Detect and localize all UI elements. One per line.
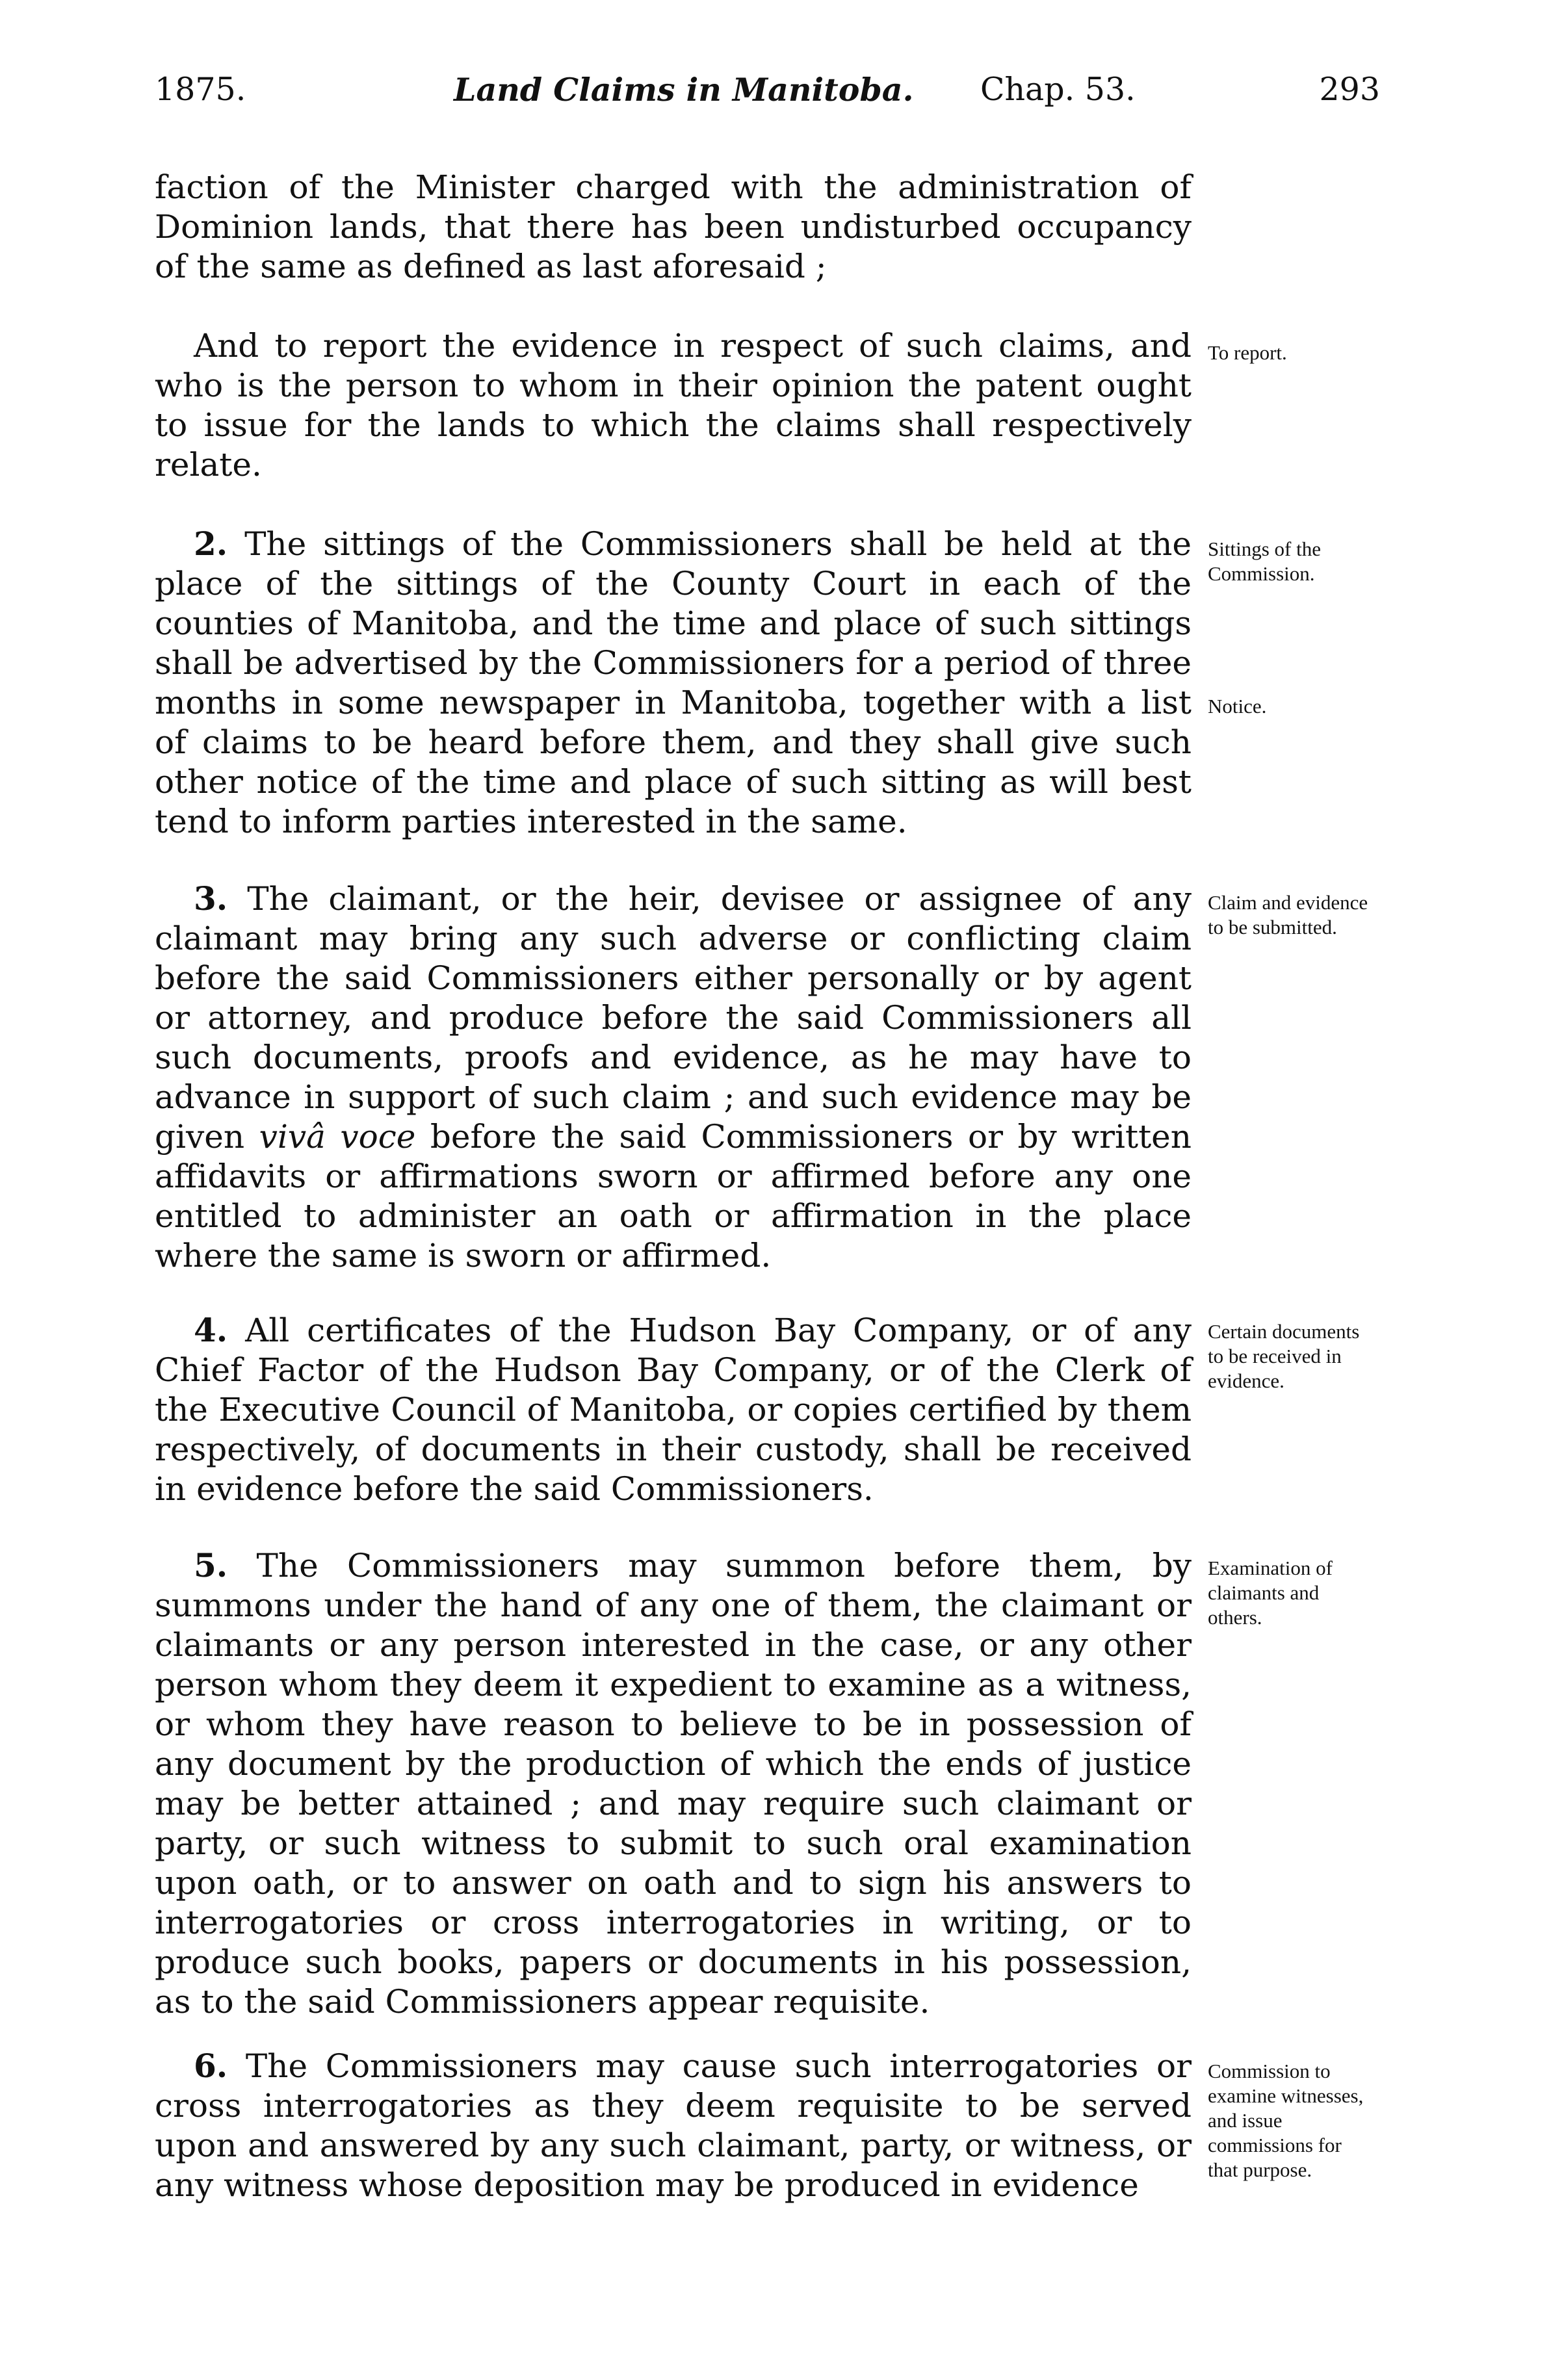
section-text: before the said Commissioners or by written affidavits or affirmations sworn or affirmed before any one entitled to administer an oath or affirmation in the place where the same is sworn or affirmed. — [155, 1118, 1192, 1274]
margin-note-to-report: To report. — [1208, 341, 1287, 364]
paragraph-continuation — [155, 168, 1192, 287]
paragraph-to-report — [155, 326, 1192, 485]
section-text: All certificates of the Hudson Bay Company, or of any Chief Factor of the Hudson Bay Company, or of the Clerk of the Executive Council of Manitoba, or copies certified by them respectively, of documents in their custody, shall be received in evidence before the said Commissioners. — [155, 1312, 1192, 1508]
section-text-italic: vivâ voce — [259, 1118, 416, 1156]
section-number: 5. — [194, 1546, 228, 1585]
section-paragraph — [155, 879, 1192, 1276]
margin-note-sittings: Sittings of the Commission. — [1208, 537, 1321, 585]
header-year: 1875. — [155, 71, 246, 108]
section-text: The Commissioners may cause such interrogatories or cross interrogatories as they deem requisite to be served upon and answered by any such claimant, party, or witness, or any witness whose deposition may be produced in evidence — [155, 2047, 1192, 2204]
paragraph-text: faction of the Minister charged with the administration of Dominion lands, that there has been undisturbed occupancy of the same as defined as last aforesaid ; — [155, 168, 1192, 285]
section-paragraph — [155, 1310, 1192, 1509]
margin-note-notice: Notice. — [1208, 695, 1267, 718]
section-3 — [155, 879, 1192, 1276]
header-title: Land Claims in Manitoba. — [454, 71, 914, 109]
margin-note-commission: Commission to examine witnesses, and issue commissions for that purpose. — [1208, 2060, 1364, 2181]
margin-note-examination: Examination of claimants and others. — [1208, 1557, 1333, 1629]
section-number: 6. — [194, 2047, 228, 2085]
section-text: The sittings of the Commissioners shall be held at the place of the sittings of the County Court in each of the counties of Manitoba, and the time and place of such sittings shall be advertised by the Commissioners for a period of three months in some newspaper in Manitoba, together with a list of claims to be heard before them, and they shall give such other notice of the time and place of such sitting as will best tend to inform parties interested in the same. — [155, 525, 1192, 840]
section-number: 4. — [194, 1311, 228, 1349]
section-paragraph — [155, 2046, 1192, 2205]
section-6 — [155, 2046, 1192, 2205]
section-number: 2. — [194, 524, 228, 563]
section-4 — [155, 1310, 1192, 1509]
section-2 — [155, 524, 1192, 842]
section-text: The Commissioners may summon before them, by summons under the hand of any one of them, the claimant or claimants or any person interested in the case, or any other person whom they deem it expedient to examine as a witness, or whom they have reason to believe to be in possession of any document by the production of which the ends of justice may be better attained ; and may require such claimant or party, or such witness to submit to such oral examination upon oath, or to answer on oath and to sign his answers to interrogatories or cross interrogatories in writing, or to produce such books, papers or documents in his possession, as to the said Commissioners appear requisite. — [155, 1547, 1192, 2021]
section-paragraph — [155, 1546, 1192, 2022]
section-text: The claimant, or the heir, devisee or assignee of any claimant may bring any such adverse or conflicting claim before the said Commissioners either personally or by agent or attorney, and produce before the said Commissioners all such documents, proofs and evidence, as he may have to advance in support of such claim ; and such evidence may be given — [155, 880, 1192, 1156]
margin-note-claim-evidence: Claim and evidence to be submitted. — [1208, 891, 1368, 938]
header-chapter: Chap. 53. — [980, 71, 1136, 108]
paragraph-text: And to report the evidence in respect of such claims, and who is the person to whom in their opinion the patent ought to issue for the lands to which the claims shall respectively relate. — [155, 327, 1192, 484]
header-page-number: 293 — [1319, 71, 1380, 108]
section-number: 3. — [194, 879, 228, 918]
section-paragraph — [155, 524, 1192, 842]
section-5 — [155, 1546, 1192, 2022]
margin-note-certain-documents: Certain documents to be received in evidence. — [1208, 1320, 1360, 1392]
